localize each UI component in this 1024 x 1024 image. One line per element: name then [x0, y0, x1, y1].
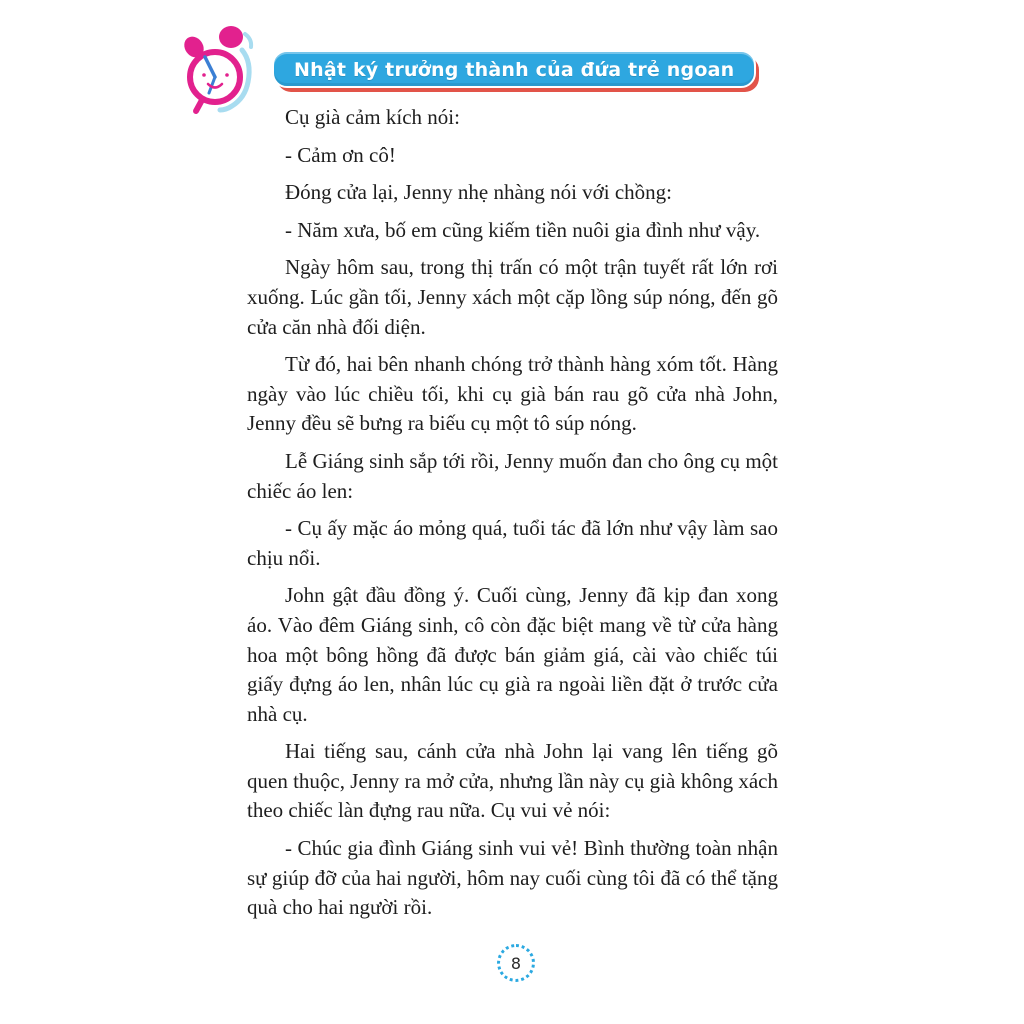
chapter-title-badge	[272, 50, 756, 88]
paragraph: John gật đầu đồng ý. Cuối cùng, Jenny đã kịp đan xong áo. Vào đêm Giáng sinh, cô còn đặc biệt mang về từ cửa hàng hoa một bông hồng đã được bán giảm giá, cài vào chiếc túi giấy đựng áo len, nhân lúc cụ già ra ngoài liền đặt ở trước cửa nhà cụ.	[247, 583, 778, 726]
paragraph: Lễ Giáng sinh sắp tới rồi, Jenny muốn đan cho ông cụ một chiếc áo len:	[247, 448, 778, 503]
chapter-title: Nhật ký trưởng thành của đứa trẻ ngoan	[294, 58, 735, 81]
page-number-badge	[497, 944, 535, 982]
paragraph: - Cụ ấy mặc áo mỏng quá, tuổi tác đã lớn như vậy làm sao chịu nổi.	[247, 516, 778, 570]
paragraph: Cụ già cảm kích nói:	[285, 105, 460, 129]
page-number: 8	[510, 953, 522, 973]
paragraph: Đóng cửa lại, Jenny nhẹ nhàng nói với chồng:	[285, 180, 672, 205]
paragraph: - Chúc gia đình Giáng sinh vui vẻ! Bình thường toàn nhận sự giúp đỡ của hai người, hôm nay cuối cùng tôi đã có thể tặng quà cho hai người rồi.	[247, 836, 778, 920]
story-text	[247, 103, 778, 931]
paragraph: Ngày hôm sau, trong thị trấn có một trận tuyết rất lớn rơi xuống. Lúc gần tối, Jenny xách một cặp lồng súp nóng, đến gõ cửa căn nhà đối diện.	[247, 255, 778, 339]
paragraph: - Năm xưa, bố em cũng kiếm tiền nuôi gia đình như vậy.	[285, 217, 761, 242]
paragraph: Từ đó, hai bên nhanh chóng trở thành hàng xóm tốt. Hàng ngày vào lúc chiều tối, khi cụ già bán rau gõ cửa nhà John, Jenny đều sẽ bưng ra biếu cụ một tô súp nóng.	[247, 352, 778, 436]
paragraph: Hai tiếng sau, cánh cửa nhà John lại vang lên tiếng gõ quen thuộc, Jenny ra mở cửa, nhưng lần này cụ già không xách theo chiếc làn đựng rau nữa. Cụ vui vẻ nói:	[247, 739, 778, 823]
paragraph: - Cảm ơn cô!	[285, 142, 396, 167]
